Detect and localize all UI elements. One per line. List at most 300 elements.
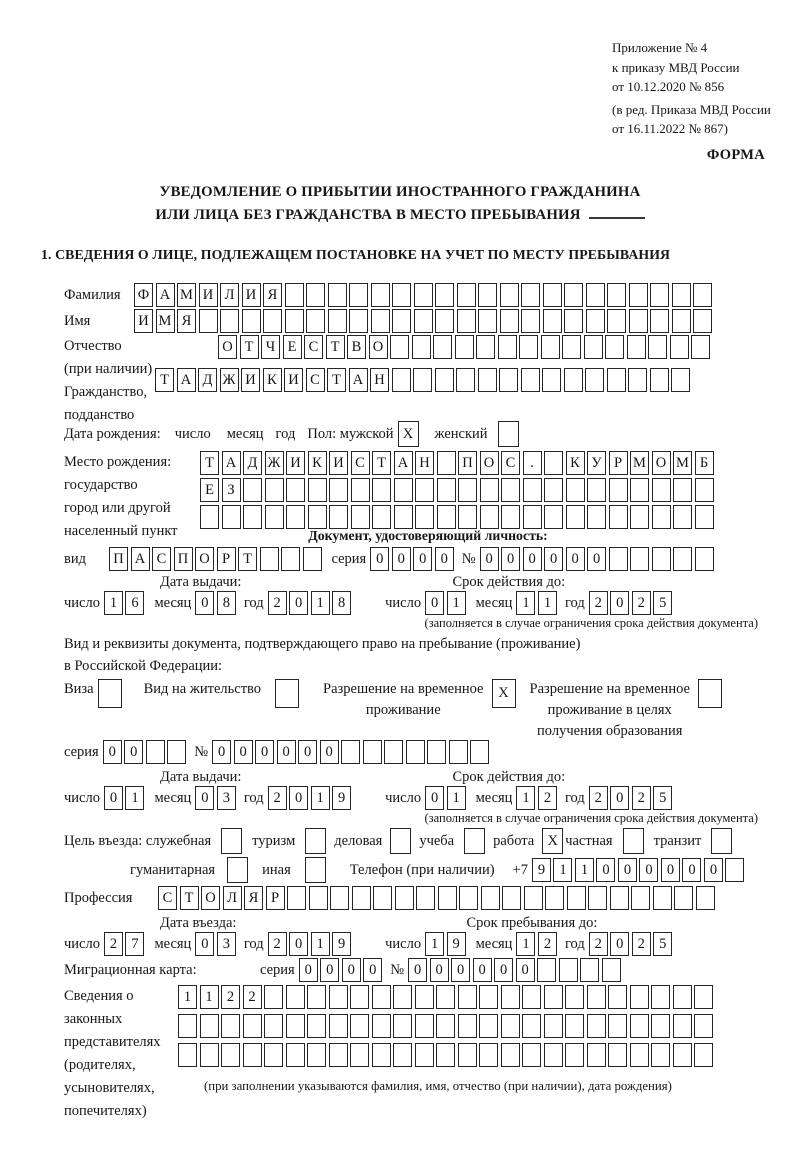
char-box[interactable] (363, 740, 382, 764)
char-box[interactable]: 0 (320, 740, 339, 764)
char-box[interactable] (178, 1014, 197, 1038)
char-box[interactable] (610, 886, 629, 910)
char-box[interactable] (672, 309, 691, 333)
char-box[interactable]: Д (198, 368, 217, 392)
char-box[interactable] (521, 309, 540, 333)
char-box[interactable]: 1 (516, 786, 535, 810)
char-box[interactable]: А (177, 368, 196, 392)
char-box[interactable]: 0 (298, 740, 317, 764)
char-box[interactable] (725, 858, 744, 882)
char-box[interactable] (350, 1014, 369, 1038)
char-box[interactable]: О (480, 451, 499, 475)
char-box[interactable] (414, 283, 433, 307)
char-box[interactable]: А (222, 451, 241, 475)
char-box[interactable]: 0 (682, 858, 701, 882)
char-box[interactable]: 3 (217, 932, 236, 956)
char-box[interactable] (673, 505, 692, 529)
char-box[interactable]: 2 (538, 932, 557, 956)
char-box[interactable] (220, 309, 239, 333)
char-box[interactable] (609, 478, 628, 502)
char-box[interactable] (372, 1014, 391, 1038)
char-box[interactable]: 0 (610, 786, 629, 810)
char-box[interactable]: 2 (268, 932, 287, 956)
char-box[interactable]: 0 (544, 547, 563, 571)
char-box[interactable]: Л (223, 886, 242, 910)
char-box[interactable]: 2 (243, 985, 262, 1009)
char-box[interactable] (651, 985, 670, 1009)
char-box[interactable]: И (199, 283, 218, 307)
char-box[interactable] (629, 309, 648, 333)
char-box[interactable]: Т (372, 451, 391, 475)
char-box[interactable] (146, 740, 165, 764)
char-box[interactable]: 6 (125, 591, 144, 615)
char-box[interactable] (350, 985, 369, 1009)
char-box[interactable] (694, 985, 713, 1009)
char-box[interactable]: А (156, 283, 175, 307)
char-box[interactable] (537, 958, 556, 982)
char-box[interactable] (306, 283, 325, 307)
char-box[interactable] (307, 985, 326, 1009)
char-box[interactable]: 8 (217, 591, 236, 615)
char-box[interactable] (427, 740, 446, 764)
char-box[interactable]: С (306, 368, 325, 392)
char-box[interactable]: 1 (178, 985, 197, 1009)
char-box[interactable]: 8 (332, 591, 351, 615)
char-box[interactable] (457, 283, 476, 307)
char-box[interactable] (580, 958, 599, 982)
char-box[interactable] (433, 335, 452, 359)
char-box[interactable] (501, 985, 520, 1009)
char-box[interactable]: 0 (523, 547, 542, 571)
char-box[interactable] (243, 1043, 262, 1067)
char-box[interactable]: 0 (587, 547, 606, 571)
char-box[interactable]: 2 (589, 932, 608, 956)
char-box[interactable]: 9 (532, 858, 551, 882)
char-box[interactable] (629, 283, 648, 307)
char-box[interactable]: 9 (332, 932, 351, 956)
char-box[interactable]: П (174, 547, 193, 571)
char-box[interactable]: 0 (289, 932, 308, 956)
char-box[interactable]: Н (415, 451, 434, 475)
char-box[interactable]: Я (177, 309, 196, 333)
char-box[interactable] (502, 886, 521, 910)
char-box[interactable]: 2 (589, 591, 608, 615)
char-box[interactable] (523, 478, 542, 502)
char-box[interactable] (221, 1043, 240, 1067)
char-box[interactable] (406, 740, 425, 764)
char-box[interactable]: С (152, 547, 171, 571)
char-box[interactable] (694, 1014, 713, 1038)
char-box[interactable] (587, 985, 606, 1009)
char-box[interactable] (562, 335, 581, 359)
char-box[interactable] (287, 886, 306, 910)
char-box[interactable]: О (195, 547, 214, 571)
char-box[interactable]: Т (327, 368, 346, 392)
char-box[interactable]: 0 (195, 591, 214, 615)
char-box[interactable]: 0 (494, 958, 513, 982)
char-box[interactable]: 2 (589, 786, 608, 810)
char-box[interactable] (372, 505, 391, 529)
char-box[interactable] (243, 505, 262, 529)
char-box[interactable] (587, 478, 606, 502)
char-box[interactable] (393, 1014, 412, 1038)
char-box[interactable] (544, 985, 563, 1009)
checkbox[interactable] (98, 679, 122, 708)
char-box[interactable] (303, 547, 322, 571)
char-box[interactable] (329, 505, 348, 529)
char-box[interactable]: 2 (538, 786, 557, 810)
char-box[interactable] (693, 283, 712, 307)
char-box[interactable] (653, 886, 672, 910)
char-box[interactable] (437, 451, 456, 475)
char-box[interactable] (670, 335, 689, 359)
char-box[interactable] (458, 1043, 477, 1067)
char-box[interactable]: Т (180, 886, 199, 910)
char-box[interactable]: 1 (125, 786, 144, 810)
char-box[interactable] (306, 309, 325, 333)
char-box[interactable]: Ч (261, 335, 280, 359)
char-box[interactable] (265, 478, 284, 502)
char-box[interactable]: 5 (653, 932, 672, 956)
char-box[interactable] (544, 478, 563, 502)
char-box[interactable]: К (566, 451, 585, 475)
char-box[interactable] (524, 886, 543, 910)
char-box[interactable] (264, 1043, 283, 1067)
char-box[interactable] (286, 505, 305, 529)
char-box[interactable] (521, 283, 540, 307)
char-box[interactable]: Т (200, 451, 219, 475)
char-box[interactable]: А (349, 368, 368, 392)
char-box[interactable] (349, 309, 368, 333)
char-box[interactable] (458, 1014, 477, 1038)
char-box[interactable] (456, 368, 475, 392)
char-box[interactable] (393, 985, 412, 1009)
char-box[interactable] (608, 985, 627, 1009)
char-box[interactable] (329, 1043, 348, 1067)
char-box[interactable]: Ф (134, 283, 153, 307)
char-box[interactable]: 0 (212, 740, 231, 764)
char-box[interactable] (696, 886, 715, 910)
char-box[interactable]: 1 (516, 591, 535, 615)
char-box[interactable] (545, 886, 564, 910)
char-box[interactable] (628, 368, 647, 392)
char-box[interactable] (564, 368, 583, 392)
char-box[interactable] (630, 985, 649, 1009)
char-box[interactable]: С (304, 335, 323, 359)
char-box[interactable] (501, 1014, 520, 1038)
char-box[interactable] (478, 309, 497, 333)
char-box[interactable] (309, 886, 328, 910)
char-box[interactable] (415, 1014, 434, 1038)
char-box[interactable]: И (329, 451, 348, 475)
char-box[interactable]: Р (266, 886, 285, 910)
char-box[interactable]: И (241, 368, 260, 392)
char-box[interactable] (242, 309, 261, 333)
char-box[interactable]: 1 (311, 591, 330, 615)
char-box[interactable] (281, 547, 300, 571)
char-box[interactable]: Ж (220, 368, 239, 392)
char-box[interactable] (567, 886, 586, 910)
char-box[interactable]: Н (370, 368, 389, 392)
char-box[interactable]: О (218, 335, 237, 359)
char-box[interactable]: 0 (610, 932, 629, 956)
char-box[interactable] (393, 1043, 412, 1067)
char-box[interactable]: 0 (425, 591, 444, 615)
char-box[interactable] (652, 547, 671, 571)
char-box[interactable] (243, 478, 262, 502)
char-box[interactable] (329, 1014, 348, 1038)
char-box[interactable] (265, 505, 284, 529)
char-box[interactable] (286, 478, 305, 502)
char-box[interactable] (630, 505, 649, 529)
char-box[interactable] (371, 283, 390, 307)
char-box[interactable]: 0 (501, 547, 520, 571)
char-box[interactable]: И (284, 368, 303, 392)
char-box[interactable]: 0 (320, 958, 339, 982)
char-box[interactable] (415, 478, 434, 502)
char-box[interactable]: 1 (575, 858, 594, 882)
char-box[interactable] (416, 886, 435, 910)
char-box[interactable] (437, 478, 456, 502)
char-box[interactable] (392, 309, 411, 333)
char-box[interactable] (650, 368, 669, 392)
char-box[interactable]: А (131, 547, 150, 571)
char-box[interactable]: 0 (104, 786, 123, 810)
char-box[interactable]: 0 (566, 547, 585, 571)
char-box[interactable] (602, 958, 621, 982)
char-box[interactable] (652, 478, 671, 502)
char-box[interactable]: Ж (265, 451, 284, 475)
char-box[interactable]: М (630, 451, 649, 475)
char-box[interactable] (521, 368, 540, 392)
char-box[interactable]: Т (238, 547, 257, 571)
char-box[interactable] (438, 886, 457, 910)
char-box[interactable] (523, 505, 542, 529)
checkbox[interactable]: X (492, 679, 516, 708)
char-box[interactable] (479, 985, 498, 1009)
char-box[interactable] (542, 368, 561, 392)
char-box[interactable] (650, 283, 669, 307)
char-box[interactable]: 1 (553, 858, 572, 882)
char-box[interactable] (544, 505, 563, 529)
char-box[interactable] (541, 335, 560, 359)
char-box[interactable] (564, 309, 583, 333)
checkbox[interactable] (221, 828, 242, 854)
char-box[interactable]: О (201, 886, 220, 910)
char-box[interactable] (500, 283, 519, 307)
char-box[interactable] (436, 1014, 455, 1038)
char-box[interactable]: 0 (363, 958, 382, 982)
char-box[interactable] (449, 740, 468, 764)
char-box[interactable]: 0 (451, 958, 470, 982)
char-box[interactable] (263, 309, 282, 333)
char-box[interactable] (243, 1014, 262, 1038)
char-box[interactable]: 0 (103, 740, 122, 764)
char-box[interactable] (328, 309, 347, 333)
char-box[interactable]: И (286, 451, 305, 475)
char-box[interactable] (609, 547, 628, 571)
char-box[interactable] (673, 547, 692, 571)
char-box[interactable]: М (673, 451, 692, 475)
char-box[interactable] (479, 1014, 498, 1038)
char-box[interactable] (328, 283, 347, 307)
char-box[interactable] (455, 335, 474, 359)
char-box[interactable] (648, 335, 667, 359)
char-box[interactable]: Р (217, 547, 236, 571)
char-box[interactable] (565, 985, 584, 1009)
char-box[interactable] (587, 1014, 606, 1038)
checkbox[interactable] (623, 828, 644, 854)
char-box[interactable]: 1 (200, 985, 219, 1009)
char-box[interactable]: С (158, 886, 177, 910)
char-box[interactable]: 2 (632, 591, 651, 615)
char-box[interactable] (651, 1043, 670, 1067)
char-box[interactable]: К (308, 451, 327, 475)
char-box[interactable] (394, 505, 413, 529)
char-box[interactable] (674, 886, 693, 910)
char-box[interactable] (652, 505, 671, 529)
char-box[interactable] (436, 985, 455, 1009)
char-box[interactable] (479, 1043, 498, 1067)
char-box[interactable] (588, 886, 607, 910)
char-box[interactable] (607, 309, 626, 333)
char-box[interactable]: 0 (195, 786, 214, 810)
char-box[interactable] (691, 335, 710, 359)
char-box[interactable] (308, 478, 327, 502)
char-box[interactable] (178, 1043, 197, 1067)
char-box[interactable] (395, 886, 414, 910)
char-box[interactable]: 0 (610, 591, 629, 615)
char-box[interactable]: Р (609, 451, 628, 475)
char-box[interactable] (307, 1043, 326, 1067)
checkbox[interactable] (305, 828, 326, 854)
char-box[interactable]: 2 (268, 786, 287, 810)
char-box[interactable]: 0 (704, 858, 723, 882)
char-box[interactable] (627, 335, 646, 359)
char-box[interactable] (608, 1014, 627, 1038)
char-box[interactable]: 0 (289, 786, 308, 810)
char-box[interactable] (522, 985, 541, 1009)
char-box[interactable] (200, 1014, 219, 1038)
char-box[interactable] (384, 740, 403, 764)
char-box[interactable] (372, 985, 391, 1009)
char-box[interactable] (651, 1014, 670, 1038)
char-box[interactable] (264, 985, 283, 1009)
char-box[interactable] (543, 283, 562, 307)
checkbox[interactable] (390, 828, 411, 854)
char-box[interactable] (501, 478, 520, 502)
char-box[interactable]: С (351, 451, 370, 475)
char-box[interactable] (372, 1043, 391, 1067)
char-box[interactable]: 0 (195, 932, 214, 956)
char-box[interactable]: 1 (311, 932, 330, 956)
char-box[interactable] (286, 1043, 305, 1067)
char-box[interactable]: 1 (104, 591, 123, 615)
char-box[interactable]: 0 (480, 547, 499, 571)
char-box[interactable] (478, 283, 497, 307)
char-box[interactable] (630, 478, 649, 502)
char-box[interactable] (543, 309, 562, 333)
char-box[interactable] (522, 1043, 541, 1067)
checkbox[interactable] (464, 828, 485, 854)
char-box[interactable]: 9 (447, 932, 466, 956)
char-box[interactable]: Е (283, 335, 302, 359)
char-box[interactable] (605, 335, 624, 359)
char-box[interactable] (329, 985, 348, 1009)
char-box[interactable]: 5 (653, 591, 672, 615)
checkbox[interactable] (227, 857, 248, 883)
char-box[interactable] (373, 886, 392, 910)
char-box[interactable] (307, 1014, 326, 1038)
char-box[interactable] (260, 547, 279, 571)
char-box[interactable] (352, 886, 371, 910)
char-box[interactable]: . (523, 451, 542, 475)
char-box[interactable]: 0 (370, 547, 389, 571)
char-box[interactable] (412, 335, 431, 359)
char-box[interactable] (413, 368, 432, 392)
char-box[interactable] (392, 368, 411, 392)
char-box[interactable]: 1 (311, 786, 330, 810)
char-box[interactable]: М (156, 309, 175, 333)
char-box[interactable]: 2 (632, 932, 651, 956)
char-box[interactable]: 0 (435, 547, 454, 571)
char-box[interactable]: 0 (255, 740, 274, 764)
char-box[interactable] (500, 309, 519, 333)
char-box[interactable] (458, 505, 477, 529)
char-box[interactable] (608, 1043, 627, 1067)
char-box[interactable] (392, 283, 411, 307)
char-box[interactable] (459, 886, 478, 910)
char-box[interactable]: 9 (332, 786, 351, 810)
char-box[interactable]: 5 (653, 786, 672, 810)
char-box[interactable]: Я (263, 283, 282, 307)
char-box[interactable]: 0 (392, 547, 411, 571)
char-box[interactable]: З (222, 478, 241, 502)
char-box[interactable] (566, 478, 585, 502)
char-box[interactable] (415, 505, 434, 529)
char-box[interactable] (671, 368, 690, 392)
char-box[interactable] (415, 1043, 434, 1067)
char-box[interactable]: Т (240, 335, 259, 359)
char-box[interactable] (673, 1043, 692, 1067)
char-box[interactable] (200, 505, 219, 529)
char-box[interactable] (587, 1043, 606, 1067)
char-box[interactable]: О (652, 451, 671, 475)
char-box[interactable] (264, 1014, 283, 1038)
char-box[interactable]: 1 (538, 591, 557, 615)
char-box[interactable]: 0 (661, 858, 680, 882)
char-box[interactable] (476, 335, 495, 359)
char-box[interactable] (435, 309, 454, 333)
char-box[interactable] (607, 368, 626, 392)
char-box[interactable] (435, 283, 454, 307)
char-box[interactable]: 0 (430, 958, 449, 982)
char-box[interactable] (695, 505, 714, 529)
char-box[interactable]: 1 (425, 932, 444, 956)
char-box[interactable] (630, 547, 649, 571)
char-box[interactable]: 0 (425, 786, 444, 810)
char-box[interactable] (544, 1014, 563, 1038)
char-box[interactable]: Е (200, 478, 219, 502)
char-box[interactable] (695, 478, 714, 502)
char-box[interactable]: 1 (447, 786, 466, 810)
char-box[interactable] (222, 505, 241, 529)
char-box[interactable] (693, 309, 712, 333)
char-box[interactable] (673, 478, 692, 502)
char-box[interactable]: 2 (268, 591, 287, 615)
char-box[interactable] (586, 283, 605, 307)
char-box[interactable] (350, 1043, 369, 1067)
